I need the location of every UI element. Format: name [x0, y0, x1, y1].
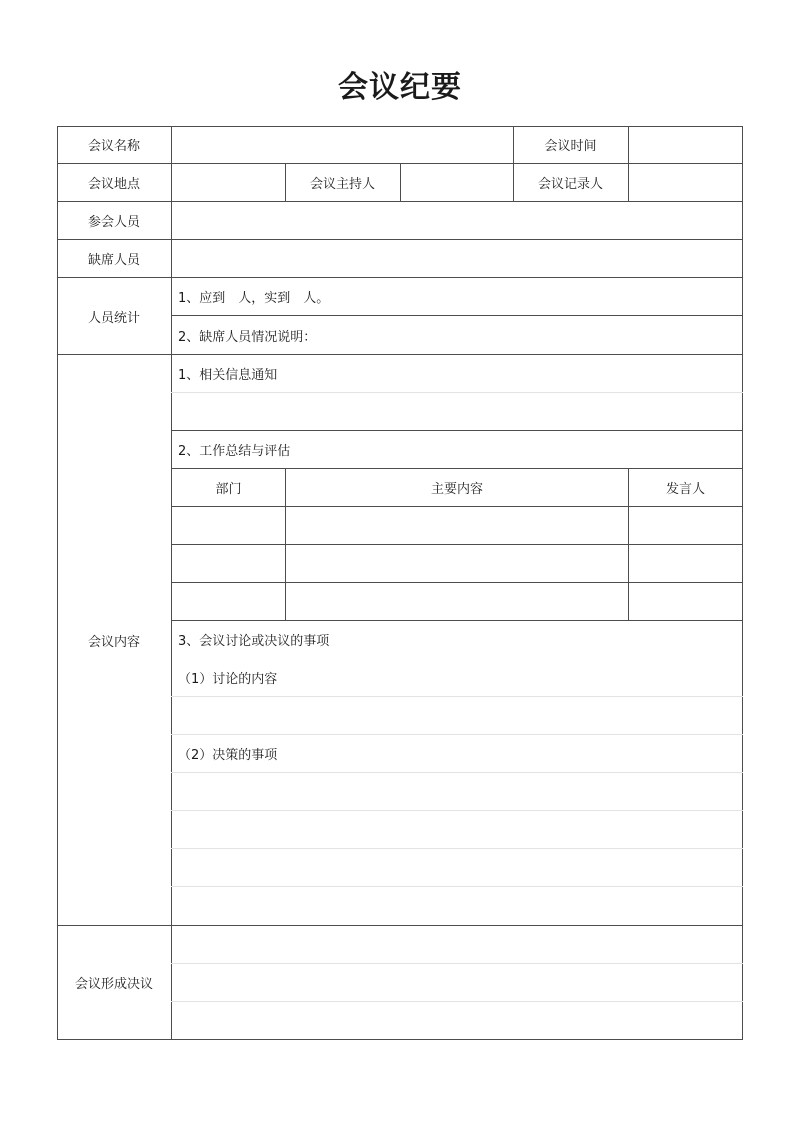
absence-explanation-line: 2、缺席人员情况说明： [178, 329, 317, 345]
attendees-field[interactable] [172, 202, 742, 239]
subsection-discussion-content: （1）讨论的内容 [178, 672, 278, 687]
writing-line [171, 696, 743, 697]
meeting-minutes-form [57, 126, 743, 1040]
section-work-summary: 2、工作总结与评估 [178, 444, 291, 459]
meeting-host-field[interactable] [401, 164, 513, 201]
row-divider [171, 582, 743, 583]
section-info-notice: 1、相关信息通知 [178, 368, 278, 383]
writing-line [171, 963, 743, 964]
meeting-resolutions-label: 会议形成决议 [74, 977, 153, 992]
meeting-time-label: 会议时间 [544, 139, 597, 154]
meeting-location-label: 会议地点 [87, 177, 140, 192]
meeting-time-field[interactable] [629, 126, 742, 163]
writing-line [171, 1001, 743, 1002]
writing-line [171, 772, 743, 773]
row-divider [171, 506, 743, 507]
meeting-recorder-label: 会议记录人 [537, 177, 603, 192]
writing-line [171, 886, 743, 887]
section-discussion-items: 3、会议讨论或决议的事项 [178, 634, 330, 649]
writing-line [171, 848, 743, 849]
meeting-name-field[interactable] [172, 126, 513, 163]
border-bottom [57, 1039, 743, 1040]
absentees-field[interactable] [172, 240, 742, 277]
absentees-label: 缺席人员 [87, 253, 140, 268]
meeting-host-label: 会议主持人 [309, 177, 375, 192]
writing-line [171, 392, 743, 393]
meeting-content-label: 会议内容 [87, 634, 140, 650]
document-title: 会议纪要 [338, 70, 462, 105]
table-header-speaker: 发言人 [665, 482, 705, 497]
attendees-label: 参会人员 [87, 215, 140, 230]
meeting-location-field[interactable] [172, 164, 285, 201]
row-divider [171, 544, 743, 545]
subsection-decision-items: （2）决策的事项 [178, 748, 278, 763]
border-right [742, 126, 743, 1040]
attendance-stats-label: 人员统计 [87, 310, 140, 326]
meeting-recorder-field[interactable] [629, 164, 742, 201]
attendance-count-line: 1、应到 人，实到 人。 [178, 291, 330, 306]
writing-line [171, 810, 743, 811]
table-header-main-content: 主要内容 [430, 482, 483, 497]
table-header-department: 部门 [215, 482, 242, 497]
meeting-name-label: 会议名称 [87, 139, 140, 154]
